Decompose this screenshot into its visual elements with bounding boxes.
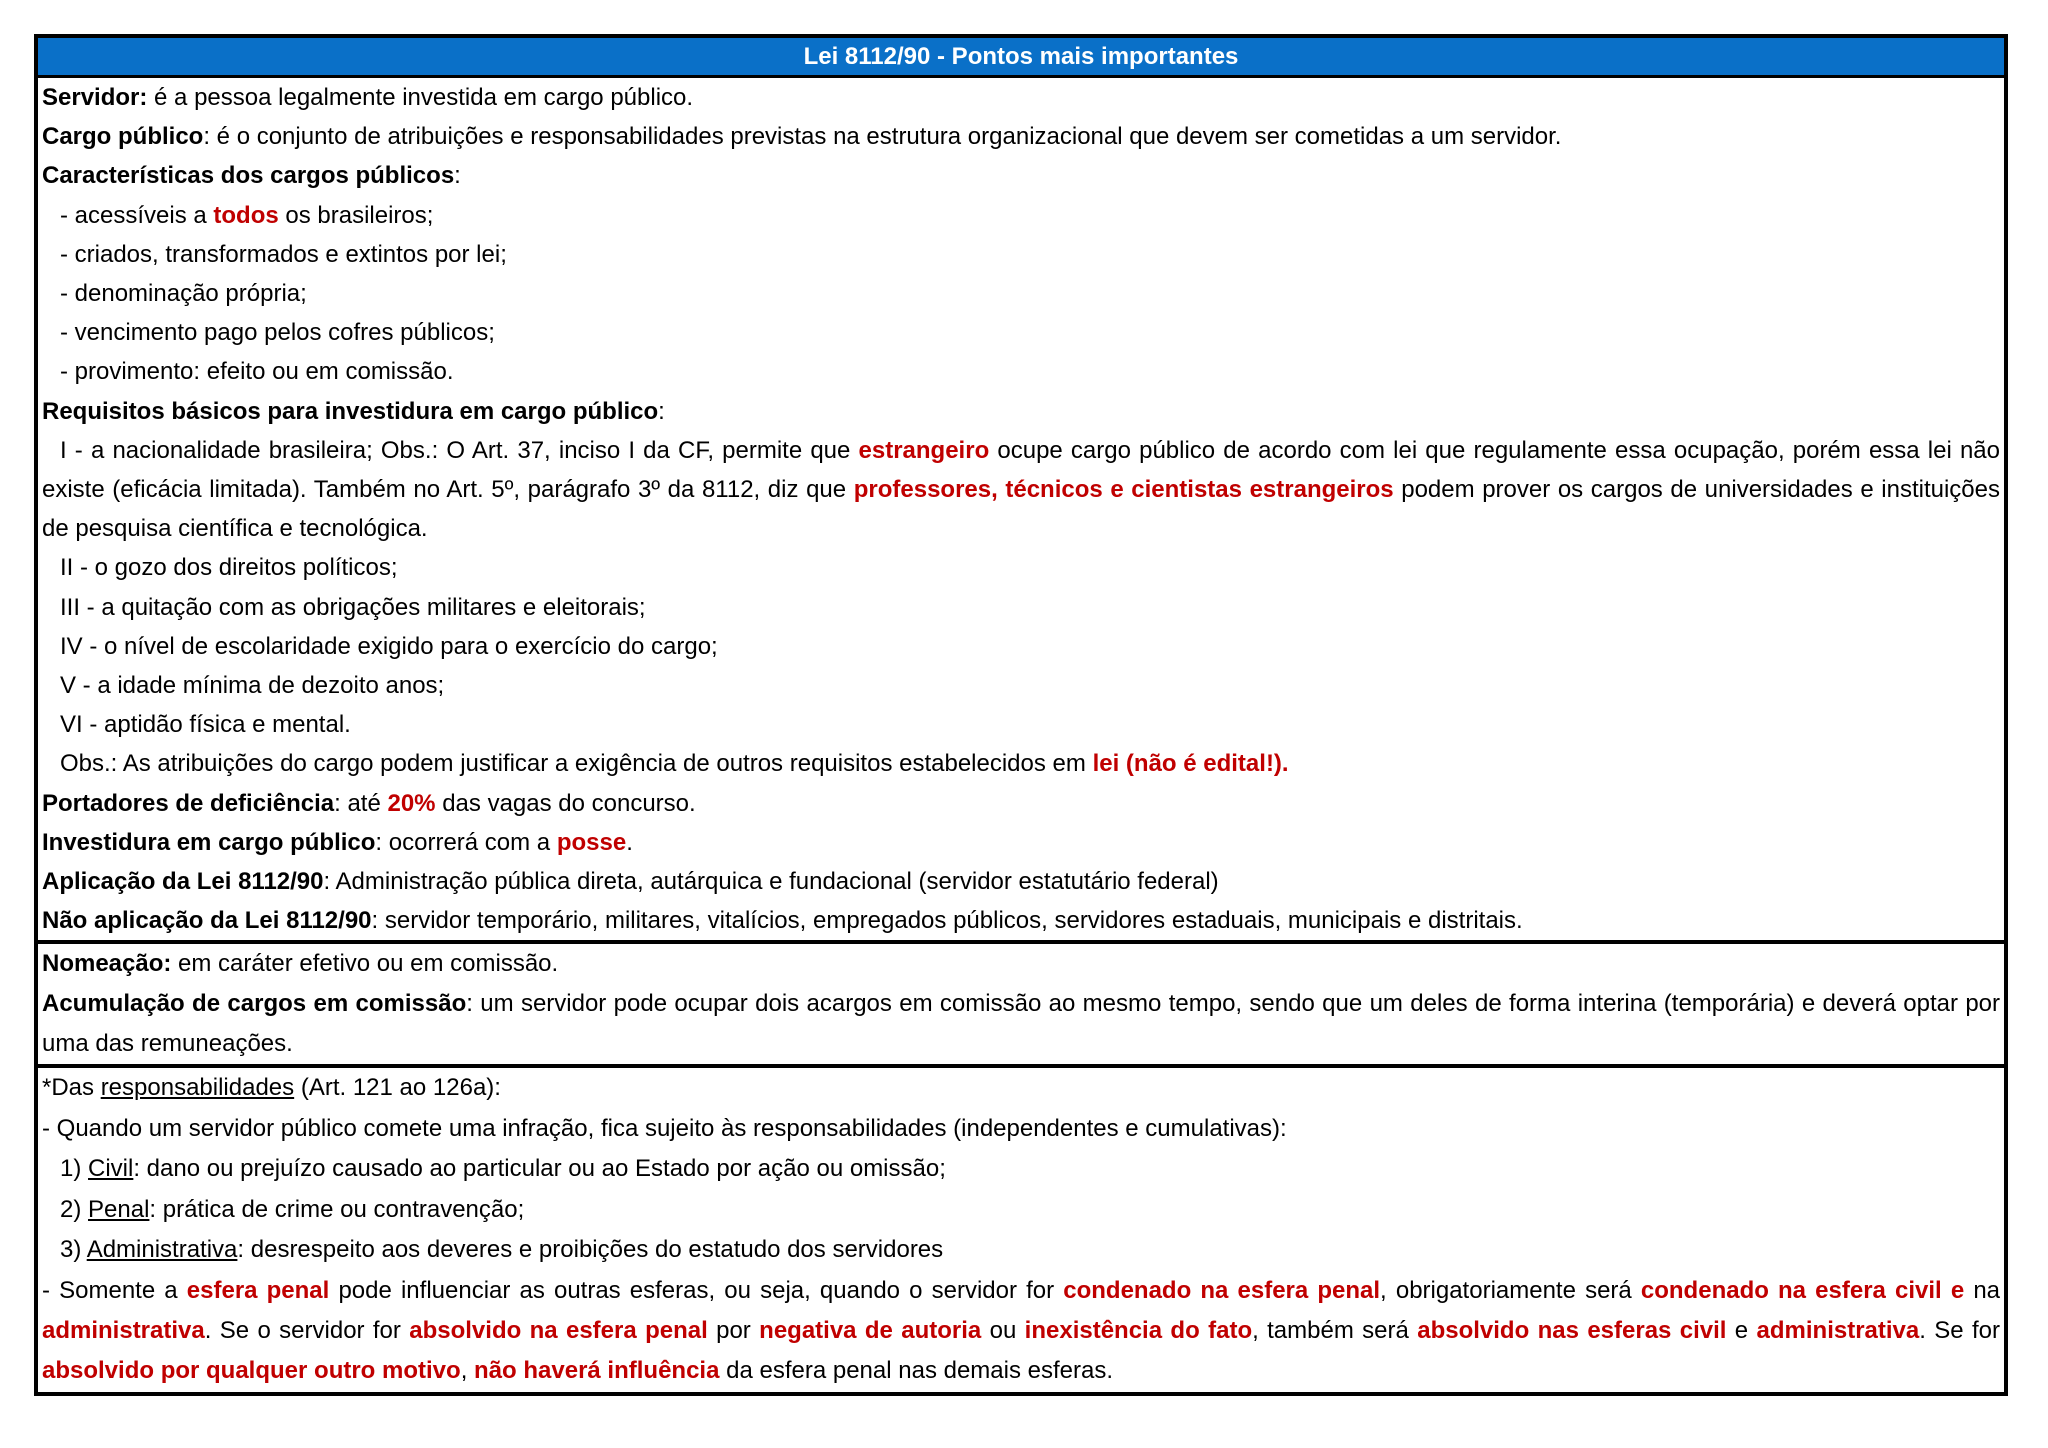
summary-sheet: [34, 34, 2008, 1396]
section-general: [38, 78, 2004, 940]
caracteristica-item: - acessíveis a todos os brasileiros;: [60, 201, 434, 229]
caracteristica-item: - denominação própria;: [60, 280, 307, 308]
requisito-i: I - a nacionalidade brasileira; Obs.: O Art. 37, inciso I da CF, permite que estrangeiro ocupe cargo público de acordo com lei que regulamente essa ocupação, porém essa lei não existe (eficácia limitada). Também no Art. 5º, parágrafo 3º da 8112, diz que professores, técnicos e cientistas estrangeiros podem prover os cargos de universidades e instituições de pesquisa científica e tecnológica.: [42, 436, 2001, 543]
responsabilidade-penal: 2) Penal: prática de crime ou contravenção;: [60, 1195, 525, 1223]
requisitos-obs: Obs.: As atribuições do cargo podem justificar a exigência de outros requisitos estabelecidos em lei (não é edital!).: [60, 750, 1289, 778]
requisitos-heading: Requisitos básicos para investidura em cargo público:: [42, 397, 665, 425]
nao-aplicacao-line: Não aplicação da Lei 8112/90: servidor temporário, militares, vitalícios, empregados públicos, servidores estaduais, municipais e distritais.: [42, 907, 1523, 935]
caracteristicas-heading: Características dos cargos públicos:: [42, 162, 461, 190]
caracteristica-item: - provimento: efeito ou em comissão.: [60, 358, 454, 386]
requisito-item: VI - aptidão física e mental.: [60, 711, 351, 739]
servidor-definition: Servidor: é a pessoa legalmente investida em cargo público.: [42, 84, 694, 111]
deficiencia-line: Portadores de deficiência: até 20% das vagas do concurso.: [42, 789, 696, 817]
esferas-paragraph: - Somente a esfera penal pode influenciar as outras esferas, ou seja, quando o servidor for condenado na esfera penal, obrigatoriamente será condenado na esfera civil e na administrativa. Se o servidor for absolvido na esfera penal por negativa de autoria ou inexistência do fato, também será absolvido nas esferas civil e administrativa. Se for absolvido por qualquer outro motivo, não haverá influência da esfera penal nas demais esferas.: [42, 1276, 2001, 1385]
aplicacao-line: Aplicação da Lei 8112/90: Administração pública direta, autárquica e fundacional (servidor estatutário federal): [42, 868, 1219, 896]
cargo-definition: Cargo público: é o conjunto de atribuições e responsabilidades previstas na estrutura organizacional que devem ser cometidas a um servidor.: [42, 123, 1562, 151]
responsabilidade-civil: 1) Civil: dano ou prejuízo causado ao particular ou ao Estado por ação ou omissão;: [60, 1155, 946, 1183]
nomeacao-line: Nomeação: em caráter efetivo ou em comissão.: [42, 950, 559, 978]
acumulacao-paragraph: Acumulação de cargos em comissão: um servidor pode ocupar dois acargos em comissão ao mesmo tempo, sendo que um deles de forma interina (temporária) e deverá optar por uma das remuneações.: [42, 990, 2001, 1058]
responsabilidade-administrativa: 3) Administrativa: desrespeito aos deveres e proibições do estatudo dos servidores: [60, 1236, 944, 1264]
section-responsabilidades: [38, 1064, 2004, 1391]
requisito-item: V - a idade mínima de dezoito anos;: [60, 672, 445, 700]
caracteristica-item: - vencimento pago pelos cofres públicos;: [60, 319, 495, 347]
requisito-item: III - a quitação com as obrigações militares e eleitorais;: [60, 593, 646, 621]
requisito-item: IV - o nível de escolaridade exigido para o exercício do cargo;: [60, 632, 718, 660]
caracteristica-item: - criados, transformados e extintos por lei;: [60, 240, 507, 268]
responsabilidades-heading: *Das responsabilidades (Art. 121 ao 126a):: [42, 1074, 501, 1102]
section-nomeacao: [38, 940, 2004, 1064]
requisito-item: II - o gozo dos direitos políticos;: [60, 554, 398, 582]
sheet-title: Lei 8112/90 - Pontos mais importantes: [38, 38, 2004, 78]
responsabilidades-intro: - Quando um servidor público comete uma infração, fica sujeito às responsabilidades (independentes e cumulativas):: [42, 1114, 1287, 1142]
investidura-line: Investidura em cargo público: ocorrerá com a posse.: [42, 828, 633, 856]
